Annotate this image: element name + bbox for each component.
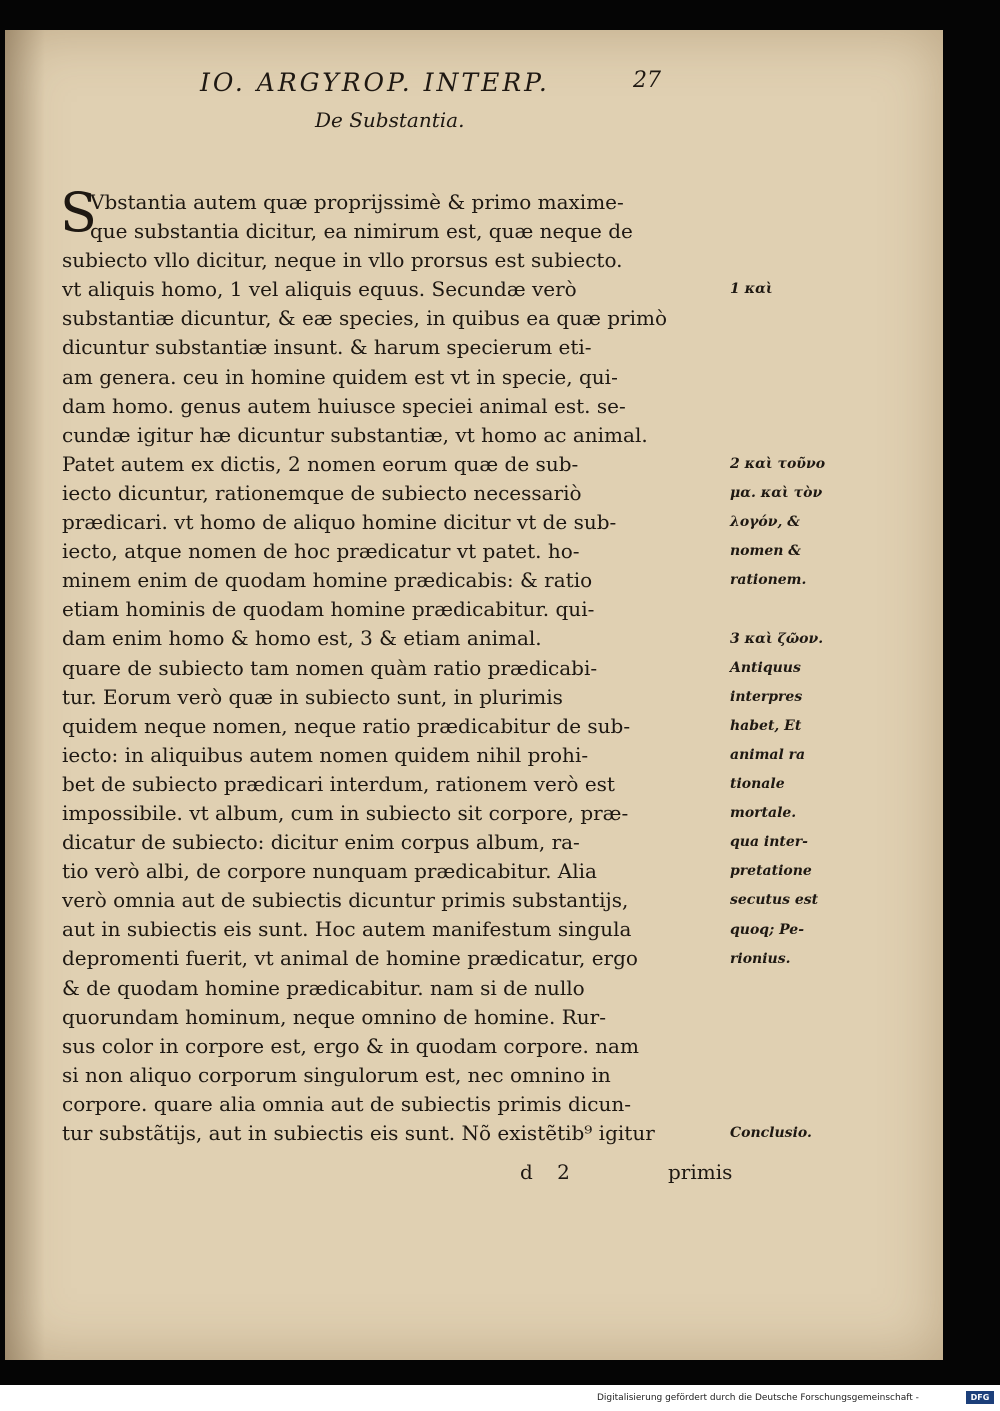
text-line: aut in subiectis eis sunt. Hoc autem manifestum singula — [62, 917, 632, 942]
text-line: bet de subiecto prædicari interdum, rationem verò est — [62, 771, 615, 796]
margin-note: nomen & — [730, 543, 801, 560]
digitization-credit: Digitalisierung gefördert durch die Deutsche Forschungsgemeinschaft - — [597, 1393, 919, 1403]
margin-note: qua inter- — [730, 834, 808, 851]
text-line: minem enim de quodam homine prædicabis: & ratio — [62, 568, 593, 593]
text-line: vt aliquis homo, 1 vel aliquis equus. Secundæ verò — [62, 277, 577, 302]
text-line: quorundam hominum, neque omnino de homine. Rur- — [62, 1004, 606, 1029]
text-line: depromenti fuerit, vt animal de homine prædicatur, ergo — [62, 946, 638, 971]
signature-mark: d 2 — [520, 1160, 570, 1184]
text-line: dicatur de subiecto: dicitur enim corpus album, ra- — [62, 830, 580, 855]
margin-note: animal ra — [730, 746, 806, 763]
text-line: si non aliquo corporum singulorum est, nec omnino in — [62, 1062, 611, 1087]
text-line: prædicari. vt homo de aliquo homine dicitur vt de sub- — [62, 510, 617, 535]
text-line: corpore. quare alia omnia aut de subiectis primis dicun- — [62, 1091, 631, 1116]
margin-note: Conclusio. — [730, 1125, 812, 1142]
text-line: substantiæ dicuntur, & eæ species, in quibus ea quæ primò — [62, 306, 668, 331]
text-line: & de quodam homine prædicabitur. nam si de nullo — [62, 975, 585, 1000]
dfg-logo: DFG — [966, 1391, 994, 1404]
margin-note: Antiquus — [730, 659, 801, 676]
margin-note: rationem. — [730, 572, 807, 589]
text-line: dam enim homo & homo est, 3 & etiam animal. — [62, 626, 542, 651]
text-line: tur substãtijs, aut in subiectis eis sunt. Nõ existẽtib⁹ igitur — [62, 1121, 655, 1145]
text-line: impossibile. vt album, cum in subiecto sit corpore, præ- — [62, 800, 629, 825]
margin-note: rionius. — [730, 950, 791, 967]
text-line: iecto: in aliquibus autem nomen quidem nihil prohi- — [62, 742, 589, 767]
running-title: IO. ARGYROP. INTERP. — [200, 68, 550, 97]
text-line: dicuntur substantiæ insunt. & harum specierum eti- — [62, 335, 592, 360]
margin-note: pretatione — [730, 863, 812, 880]
margin-note: quoq; Pe- — [730, 921, 805, 938]
section-title: De Substantia. — [315, 108, 465, 132]
margin-note: tionale — [730, 776, 785, 792]
text-line: tur. Eorum verò quæ in subiecto sunt, in plurimis — [62, 684, 563, 709]
drop-capital: S — [60, 181, 97, 244]
text-line: etiam hominis de quodam homine prædicabitur. qui- — [62, 597, 595, 622]
margin-note: interpres — [730, 688, 803, 705]
text-line: que substantia dicitur, ea nimirum est, quæ neque de — [90, 219, 633, 244]
text-line: iecto, atque nomen de hoc prædicatur vt patet. ho- — [62, 539, 580, 564]
text-line: Patet autem ex dictis, 2 nomen eorum quæ de sub- — [62, 451, 579, 476]
text-line: quidem neque nomen, neque ratio prædicabitur de sub- — [62, 713, 631, 738]
margin-note: secutus est — [730, 892, 819, 909]
margin-note: mortale. — [730, 805, 797, 822]
page-number: 27 — [633, 68, 661, 93]
text-line: dam homo. genus autem huiusce speciei animal est. se- — [62, 393, 626, 418]
text-line: tio verò albi, de corpore nunquam prædicabitur. Alia — [62, 859, 597, 884]
text-line: sus color in corpore est, ergo & in quodam corpore. nam — [62, 1033, 639, 1058]
margin-note: 2 καὶ τοῦνο — [730, 455, 826, 472]
margin-note: λογόν, & — [730, 514, 800, 531]
margin-note: μα. καὶ τὸν — [730, 485, 823, 501]
text-line: iecto dicuntur, rationemque de subiecto necessariò — [62, 480, 582, 505]
margin-note: 1 καὶ — [730, 281, 773, 298]
text-line: cundæ igitur hæ dicuntur substantiæ, vt homo ac animal. — [62, 422, 648, 447]
catchword: primis — [668, 1160, 733, 1184]
text-line: subiecto vllo dicitur, neque in vllo prorsus est subiecto. — [62, 248, 623, 273]
text-line: Vbstantia autem quæ proprijssimè & primo maxime- — [90, 190, 624, 214]
margin-note: 3 καὶ ζῶον. — [730, 630, 824, 647]
margin-note: habet, Et — [730, 717, 802, 734]
text-line: verò omnia aut de subiectis dicuntur primis substantijs, — [62, 888, 629, 913]
text-line: am genera. ceu in homine quidem est vt in specie, qui- — [62, 364, 618, 389]
text-line: quare de subiecto tam nomen quàm ratio prædicabi- — [62, 655, 598, 680]
body-text — [60, 181, 732, 1148]
